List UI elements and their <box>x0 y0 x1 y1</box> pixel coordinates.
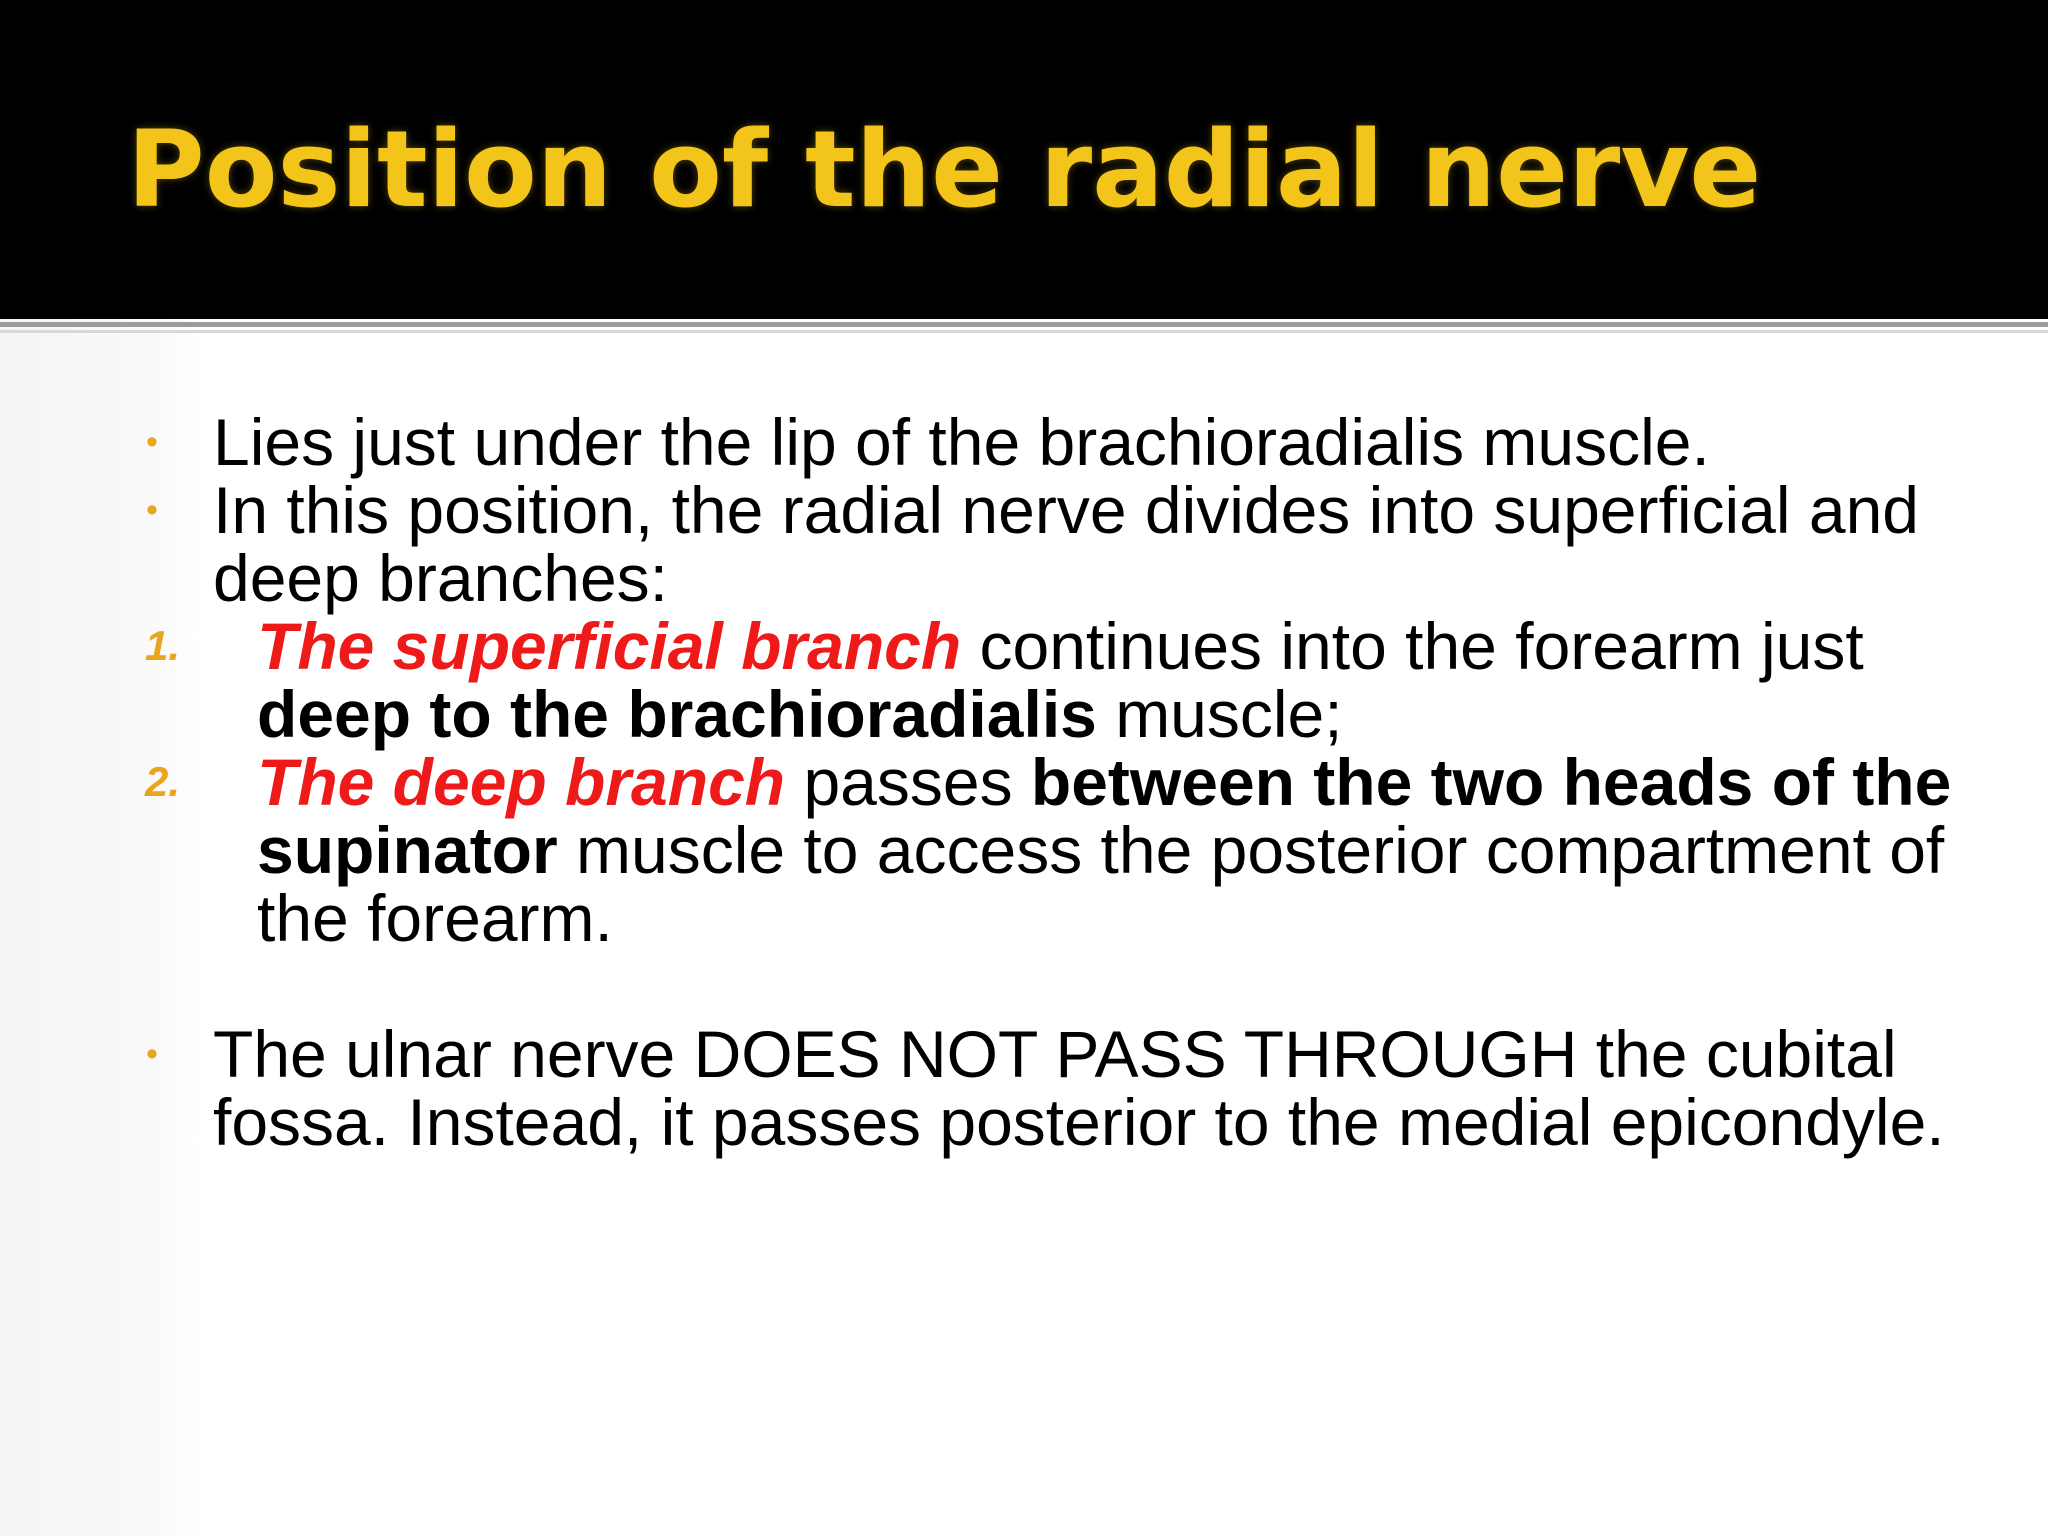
title-divider-dark <box>0 322 2048 327</box>
plain-text: muscle to access the posterior compartment of the forearm. <box>257 813 1945 955</box>
highlight-term: The deep branch <box>257 745 786 819</box>
numbered-text <box>257 745 2033 955</box>
plain-text: muscle; <box>1096 677 1343 751</box>
bullet-text: Lies just under the lip of the brachioradialis muscle. <box>213 405 1710 479</box>
numbered-item <box>0 609 2048 751</box>
bold-text: between the two heads of the supinator <box>257 745 1952 887</box>
bullet-item <box>0 473 2048 615</box>
bullet-text: In this position, the radial nerve divides into superficial and deep branches: <box>213 473 1919 615</box>
highlight-term: The superficial branch <box>257 609 962 683</box>
spacer <box>0 952 2048 1020</box>
slide-title: Position of the radial nerve <box>127 108 1762 231</box>
plain-text: continues into the forearm just <box>961 609 1864 683</box>
bold-text: deep to the brachioradialis <box>257 677 1097 751</box>
numbered-item <box>0 745 2048 955</box>
numbered-text <box>257 609 2033 751</box>
bullet-marker: • <box>146 491 158 529</box>
number-marker: 2. <box>145 758 181 805</box>
bullet-marker: • <box>146 423 158 461</box>
title-divider-light <box>0 330 2048 333</box>
number-marker: 1. <box>145 622 181 669</box>
bullet-marker: • <box>146 1035 158 1073</box>
plain-text: passes <box>785 745 1031 819</box>
bullet-text: The ulnar nerve DOES NOT PASS THROUGH the cubital fossa. Instead, it passes posterior to the medial epicondyle. <box>213 1017 1945 1159</box>
bullet-item <box>0 1017 2048 1159</box>
bullet-item <box>0 405 2048 479</box>
slide-body <box>0 405 2048 1159</box>
